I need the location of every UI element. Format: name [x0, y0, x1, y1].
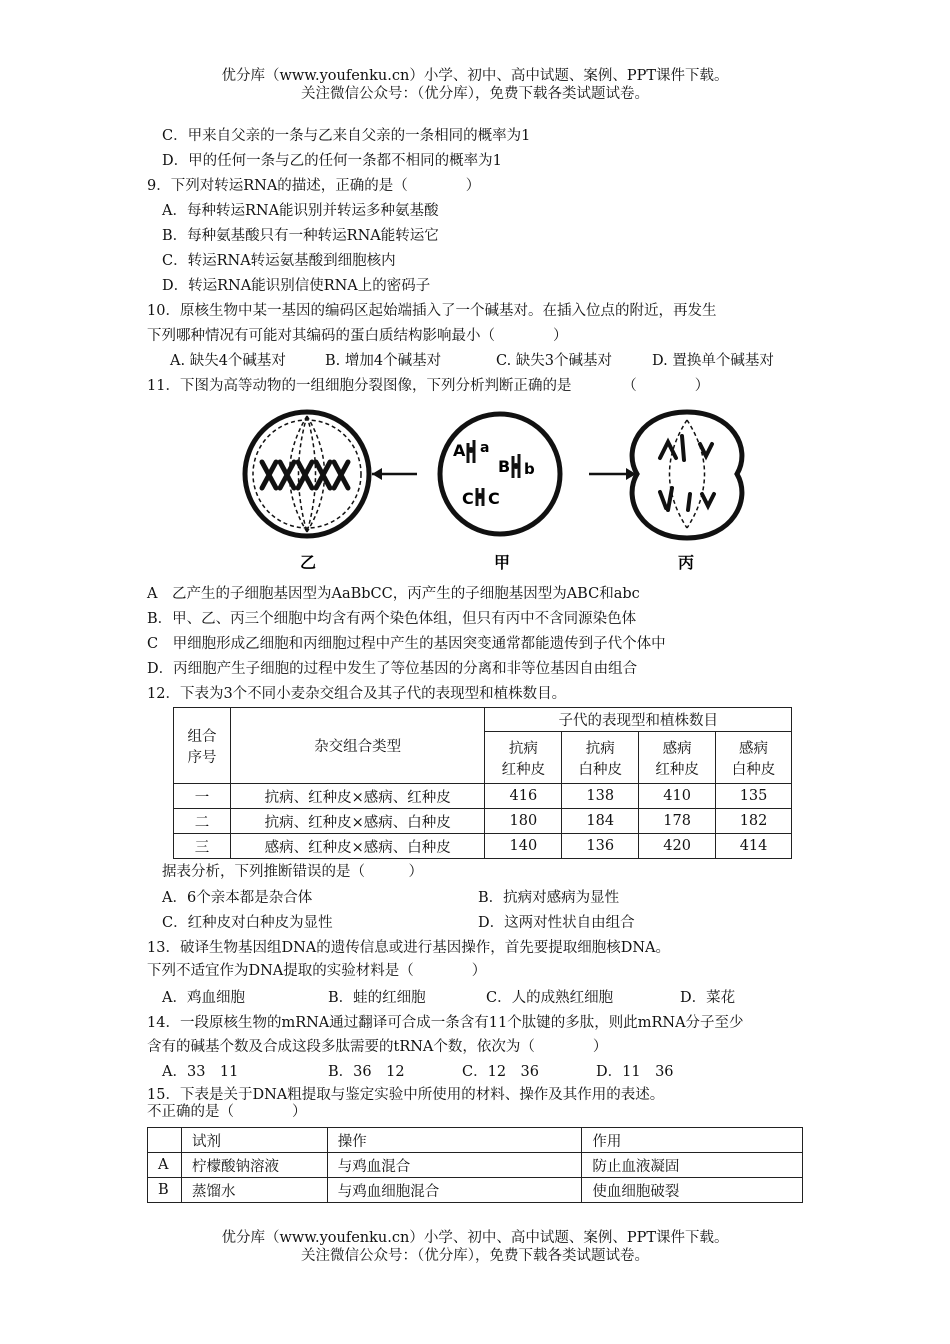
q12-col-4: 感病 白种皮	[716, 732, 792, 784]
gene-label-A: A	[453, 441, 466, 460]
footer-line-2: 关注微信公众号：（优分库），免费下载各类试题试卷。	[301, 1248, 649, 1264]
table-row: 一 抗病、红种皮×感病、红种皮 416 138 410 135	[174, 784, 792, 809]
header-line-2: 关注微信公众号：（优分库），免费下载各类试题试卷。	[301, 86, 649, 102]
q12-header-type: 杂交组合类型	[230, 708, 485, 784]
q12-table	[173, 707, 792, 859]
q12-stem: 12．下表为3个不同小麦杂交组合及其子代的表现型和植株数目。	[147, 686, 567, 702]
q12-col-3: 感病 红种皮	[639, 732, 716, 784]
label-yi: 乙	[300, 553, 317, 572]
q11-option-a: A 乙产生的子细胞基因型为AaBbCC，丙产生的子细胞基因型为ABC和abc	[147, 586, 640, 602]
gene-label-b: b	[524, 460, 535, 478]
q13-option-b: B．蛙的红细胞	[328, 990, 426, 1006]
q10-option-a: A. 缺失4个碱基对	[170, 353, 286, 369]
q10-option-c: C. 缺失3个碱基对	[496, 353, 613, 369]
q12-option-b: B．抗病对感病为显性	[478, 890, 620, 906]
q15-stem-2: 不正确的是（ ）	[147, 1104, 307, 1120]
q9-stem: 9．下列对转运RNA的描述，正确的是（ ）	[147, 178, 481, 194]
q8-option-d: D．甲的任何一条与乙的任何一条都不相同的概率为1	[162, 153, 502, 169]
footer-line-1: 优分库（www.youfenku.cn）小学、初中、高中试题、案例、PPT课件下载。	[221, 1230, 729, 1246]
q12-option-c: C．红种皮对白种皮为显性	[162, 915, 333, 931]
cell-yi	[245, 412, 369, 536]
q14-option-a: A．33 11	[162, 1064, 239, 1080]
gene-label-C2: C	[488, 489, 500, 508]
gene-label-C: C	[462, 489, 474, 508]
q9-option-a: A．每种转运RNA能识别并转运多种氨基酸	[162, 203, 439, 219]
header-line-1: 优分库（www.youfenku.cn）小学、初中、高中试题、案例、PPT课件下载。	[221, 68, 729, 84]
q15-table	[147, 1127, 803, 1203]
q10-stem-1: 10．原核生物中某一基因的编码区起始端插入了一个碱基对。在插入位点的附近，再发生	[147, 303, 717, 319]
table-row: B 蒸馏水 与鸡血细胞混合 使血细胞破裂	[148, 1178, 803, 1203]
q13-option-d: D．菜花	[680, 990, 736, 1006]
label-jia: 甲	[494, 553, 511, 572]
q12-option-a: A．6个亲本都是杂合体	[162, 890, 313, 906]
gene-label-B: B	[498, 457, 511, 476]
cell-jia	[440, 414, 560, 534]
table-row: 三 感病、红种皮×感病、白种皮 140 136 420 414	[174, 834, 792, 859]
q11-option-c: C 甲细胞形成乙细胞和丙细胞过程中产生的基因突变通常都能遗传到子代个体中	[147, 636, 666, 652]
gene-label-a: a	[480, 440, 490, 456]
q14-stem-2: 含有的碱基个数及合成这段多肽需要的tRNA个数，依次为（ ）	[147, 1039, 608, 1055]
q9-option-c: C．转运RNA转运氨基酸到细胞核内	[162, 253, 396, 269]
q10-option-d: D. 置换单个碱基对	[652, 353, 774, 369]
table-row: A 柠檬酸钠溶液 与鸡血混合 防止血液凝固	[148, 1153, 803, 1178]
q9-option-d: D．转运RNA能识别信使RNA上的密码子	[162, 278, 431, 294]
q12-header-seq: 组合 序号	[174, 708, 231, 784]
q11-option-d: D．丙细胞产生子细胞的过程中发生了等位基因的分离和非等位基因自由组合	[147, 661, 638, 677]
q11-option-b: B．甲、乙、丙三个细胞中均含有两个染色体组，但只有丙中不含同源染色体	[147, 611, 637, 627]
q10-option-b: B. 增加4个碱基对	[325, 353, 442, 369]
table-row: 二 抗病、红种皮×感病、白种皮 180 184 178 182	[174, 809, 792, 834]
q13-stem-2: 下列不适宜作为DNA提取的实验材料是（ ）	[147, 963, 487, 979]
table-header-row: 试剂 操作 作用	[148, 1128, 803, 1153]
q12-sub-stem: 据表分析，下列推断错误的是（ ）	[162, 864, 423, 880]
q12-header-offspring: 子代的表现型和植株数目	[485, 708, 792, 732]
q9-option-b: B．每种氨基酸只有一种转运RNA能转运它	[162, 228, 439, 244]
q14-option-c: C．12 36	[462, 1064, 539, 1080]
label-bing: 丙	[678, 553, 695, 572]
q12-option-d: D．这两对性状自由组合	[478, 915, 635, 931]
q15-stem-1: 15．下表是关于DNA粗提取与鉴定实验中所使用的材料、操作及其作用的表述。	[147, 1087, 665, 1103]
q13-option-a: A．鸡血细胞	[162, 990, 245, 1006]
q13-stem-1: 13．破译生物基因组DNA的遗传信息或进行基因操作，首先要提取细胞核DNA。	[147, 940, 671, 956]
q12-col-2: 抗病 白种皮	[562, 732, 639, 784]
q13-option-c: C．人的成熟红细胞	[486, 990, 614, 1006]
cell-bing	[632, 412, 742, 538]
q12-col-1: 抗病 红种皮	[485, 732, 562, 784]
q11-stem: 11．下图为高等动物的一组细胞分裂图像，下列分析判断正确的是 （ ）	[147, 378, 710, 394]
q14-option-b: B．36 12	[328, 1064, 405, 1080]
q14-option-d: D．11 36	[596, 1064, 674, 1080]
q10-stem-2: 下列哪种情况有可能对其编码的蛋白质结构影响最小（ ）	[147, 328, 568, 344]
q8-option-c: C．甲来自父亲的一条与乙来自父亲的一条相同的概率为1	[162, 128, 531, 144]
q14-stem-1: 14．一段原核生物的mRNA通过翻译可合成一条含有11个肽键的多肽，则此mRNA分子至少	[147, 1015, 744, 1031]
cell-division-figure	[232, 408, 752, 580]
